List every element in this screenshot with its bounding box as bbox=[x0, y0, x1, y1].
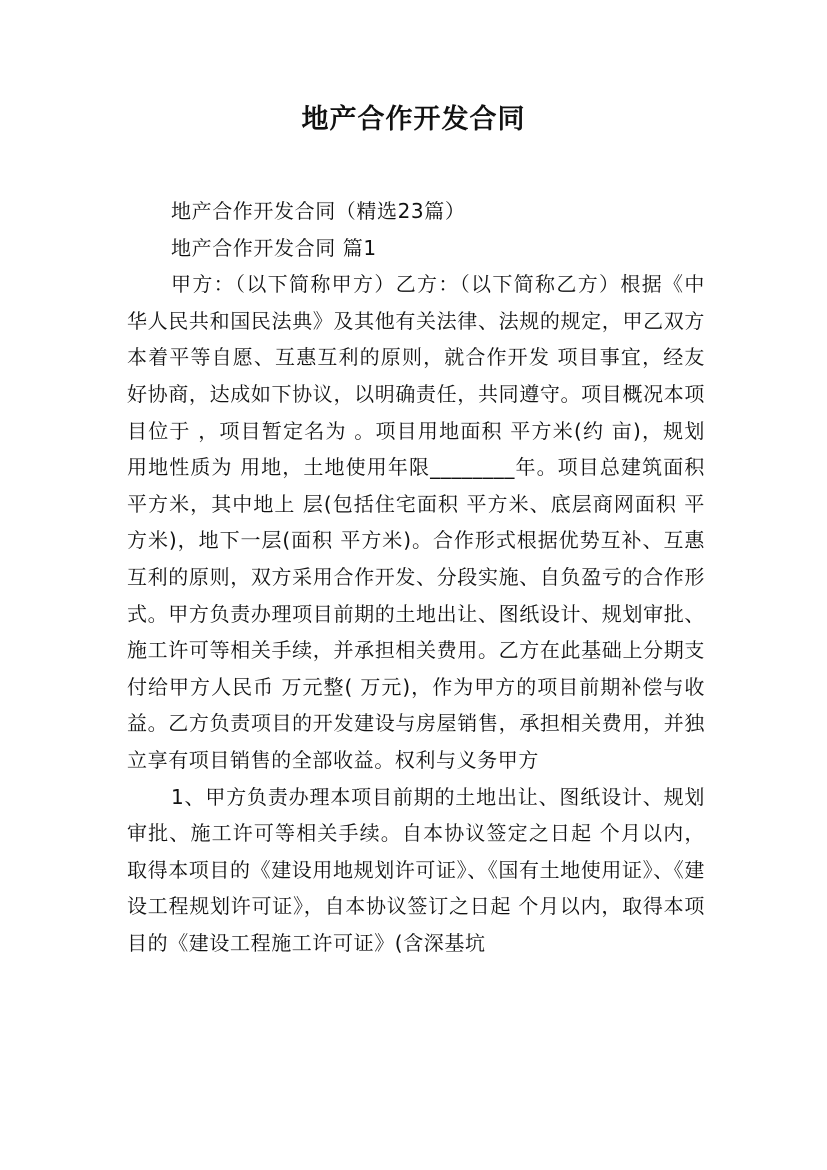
section-heading: 地产合作开发合同 篇1 bbox=[171, 235, 377, 260]
paragraph: 1、甲方负责办理本项目前期的土地出让、图纸设计、规划审批、施工许可等相关手续。自本协议签定之日起 个月以内，取得本项目的《建设用地规划许可证》、《国有土地使用证》、《建设工程规划许可证》，自本协议签订之日起 个月以内，取得本项目的《建设工程施工许可证》(含深基坑 bbox=[127, 784, 705, 955]
document-subtitle: 地产合作开发合同（精选23篇） bbox=[171, 199, 466, 223]
document-body bbox=[127, 193, 705, 961]
document-title: 地产合作开发合同 bbox=[301, 104, 526, 135]
paragraph: 甲方：（以下简称甲方）乙方：（以下简称乙方）根据《中华人民共和国民法典》及其他有关法律、法规的规定，甲乙双方本着平等自愿、互惠互利的原则，就合作开发 项目事宜，经友好协商，达成如下协议，以明确责任，共同遵守。项目概况本项目位于 ，项目暂定名为 。项目用地面积 平方米(约 亩)，规划用地性质为 用地，土地使用年限________年。项目总建筑面积 平方米，其中地上 层(包括住宅面积 平方米、底层商网面积 平方米)，地下一层(面积 平方米)。合作形式根据优势互补、互惠互利的原则，双方采用合作开发、分段实施、自负盈亏的合作形式。甲方负责办理项目前期的土地出让、图纸设计、规划审批、施工许可等相关手续，并承担相关费用。乙方在此基础上分期支付给甲方人民币 万元整( 万元)，作为甲方的项目前期补偿与收益。乙方负责项目的开发建设与房屋销售，承担相关费用，并独立享有项目销售的全部收益。权利与义务甲方 bbox=[127, 272, 705, 772]
